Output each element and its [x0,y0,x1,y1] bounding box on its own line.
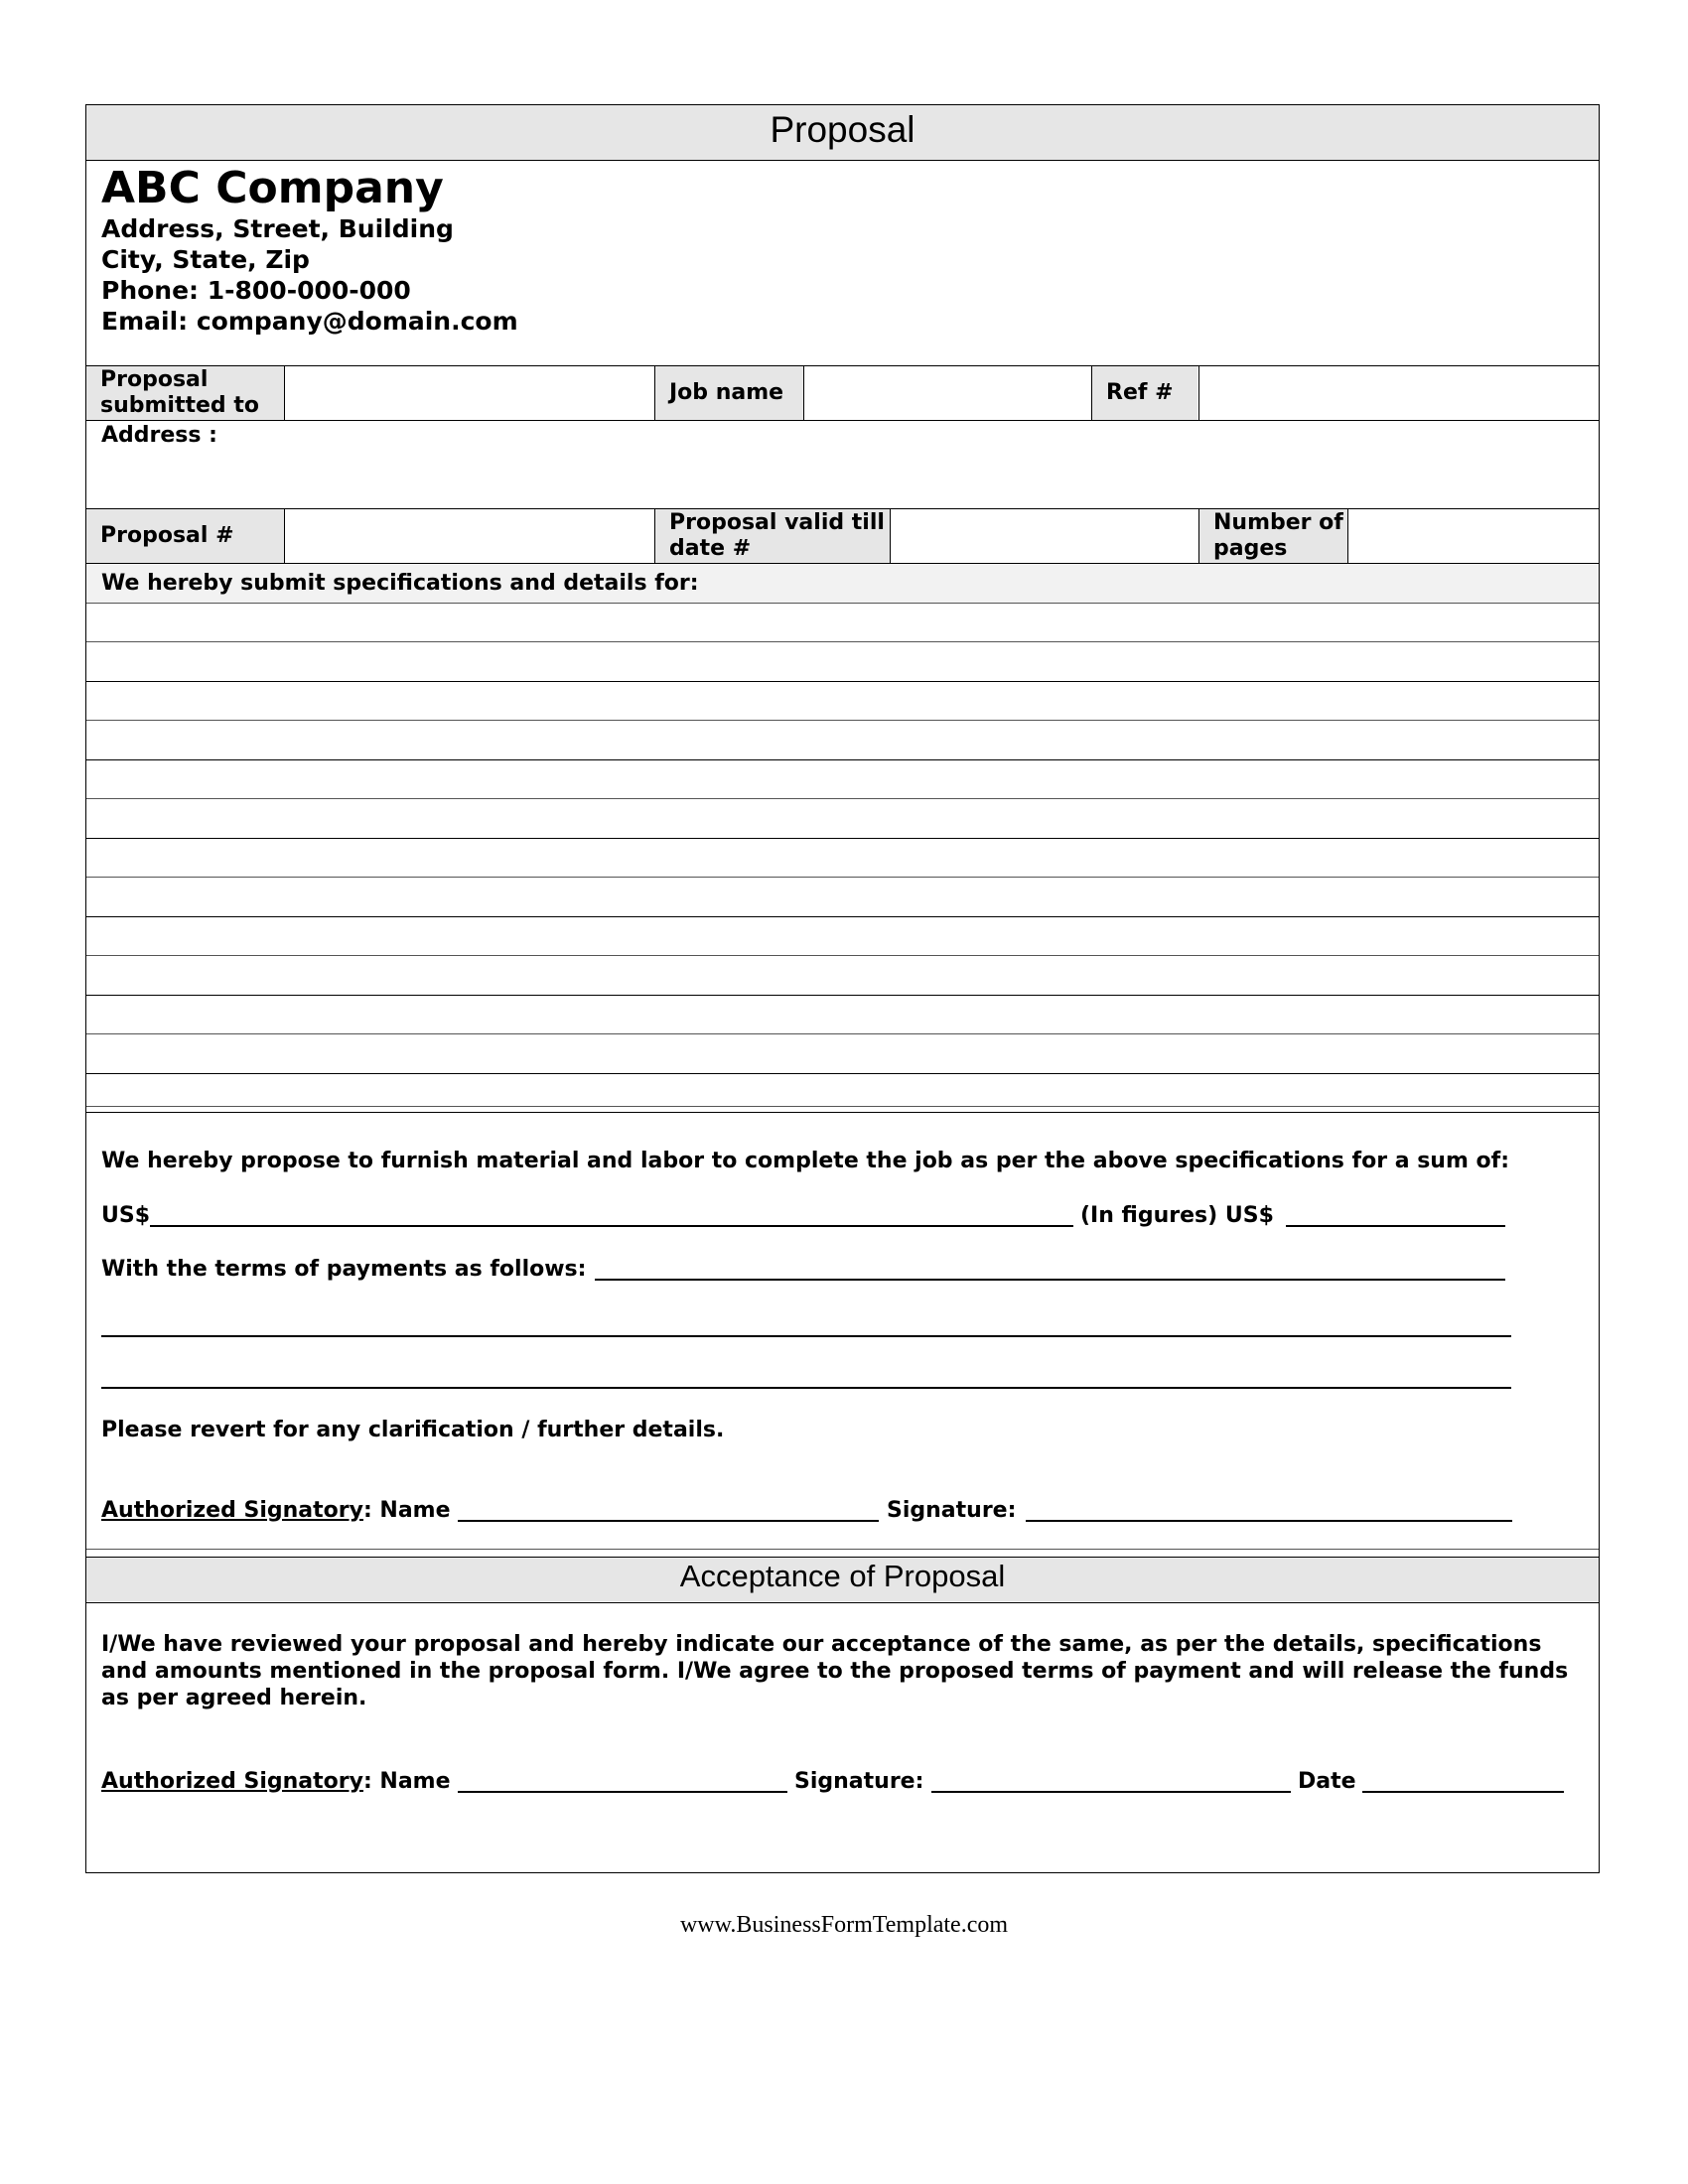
acceptance-signature-field[interactable] [931,1791,1291,1793]
ref-label: Ref # [1092,366,1197,420]
footer-website[interactable]: www.BusinessFormTemplate.com [679,1912,1009,1938]
signature-label: Signature: [887,1498,1017,1523]
valid-till-field[interactable] [892,509,1197,563]
signatory-label: Authorized Signatory [101,1498,363,1523]
address-label: Address : [101,423,217,448]
revert-text: Please revert for any clarification / further details. [101,1418,725,1442]
specs-heading: We hereby submit specifications and details for: [101,571,699,596]
submitted-to-label: Proposal submitted to [86,366,284,420]
company-email: Email: company@domain.com [101,307,518,336]
acceptance-title: Acceptance of Proposal [679,1559,1006,1593]
in-figures-label: (In figures) US$ [1080,1203,1274,1228]
acceptance-signatory-label: Authorized Signatory [101,1769,363,1794]
terms-field-3[interactable] [101,1387,1511,1389]
acceptance-date-label: Date [1298,1769,1356,1794]
ref-field[interactable] [1200,366,1598,420]
acceptance-date-field[interactable] [1362,1791,1564,1793]
submitted-to-field[interactable] [286,366,654,420]
usd-prefix: US$ [101,1203,151,1228]
form-title: Proposal [770,109,915,150]
proposal-number-field[interactable] [286,509,654,563]
acceptance-signatory-line [101,1769,451,1794]
job-name-field[interactable] [805,366,1089,420]
pages-label: Number of pages [1199,509,1347,563]
address-field[interactable] [86,448,1598,507]
signatory-line-1 [101,1498,451,1523]
specifications-area[interactable] [86,604,1599,1116]
acceptance-name-label: : Name [362,1769,451,1794]
proposal-form [85,104,1600,1873]
company-city: City, State, Zip [101,245,310,274]
proposal-number-label: Proposal # [86,509,284,563]
company-phone: Phone: 1-800-000-000 [101,276,411,305]
terms-field-1[interactable] [595,1279,1505,1281]
company-name: ABC Company [101,163,444,213]
acceptance-signature-label: Signature: [794,1769,924,1794]
pages-field[interactable] [1349,509,1598,563]
amount-figures-field[interactable] [1286,1225,1505,1227]
acceptance-text: I/We have reviewed your proposal and hereby indicate our acceptance of the same, as per the details, specifications and amounts mentioned in the proposal form. I/We agree to the proposed terms of payment and will release the funds as per agreed herein. [101,1632,1569,1710]
propose-text: We hereby propose to furnish material and labor to complete the job as per the above specifications for a sum of: [101,1149,1510,1173]
valid-till-label: Proposal valid till date # [655,509,890,563]
name-label: : Name [362,1498,451,1523]
terms-label: With the terms of payments as follows: [101,1257,587,1282]
terms-field-2[interactable] [101,1335,1511,1337]
job-name-label: Job name [655,366,803,420]
amount-words-field[interactable] [150,1225,1073,1227]
signature-field[interactable] [1026,1520,1512,1522]
signatory-name-field[interactable] [458,1520,879,1522]
acceptance-name-field[interactable] [458,1791,787,1793]
company-address: Address, Street, Building [101,214,454,243]
